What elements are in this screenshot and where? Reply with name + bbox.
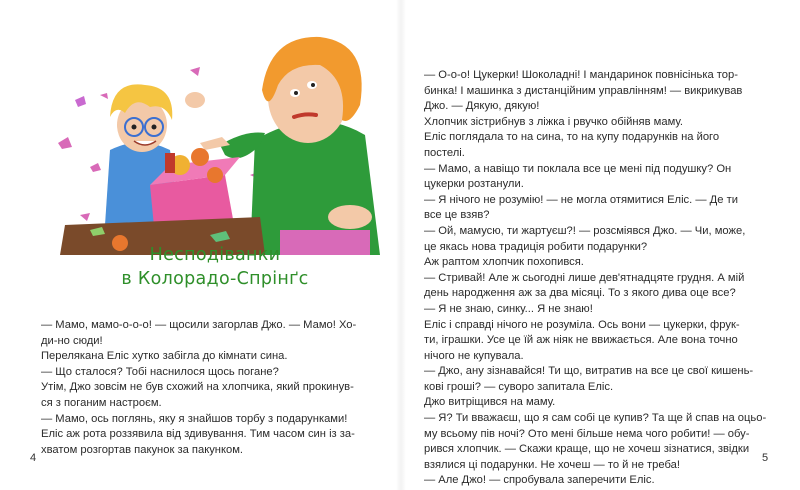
text-line: рився хлопчик. — Скажи краще, що не хочеш зізнатися, звідки — [424, 443, 750, 456]
text-line: Хлопчик зістрибнув з ліжка і рвучко обійняв маму. — [424, 115, 683, 128]
text-line: постелі. — [424, 146, 465, 159]
text-line: це якась нова традиція робити подарунки? — [424, 240, 648, 253]
left-page-text — [41, 318, 386, 458]
text-line: Джо. — Дякую, дякую! — [424, 100, 540, 113]
text-line: хватом розгортав пакунок за пакунком. — [41, 443, 244, 456]
chapter-title — [60, 243, 370, 291]
text-line: Еліс поглядала то на сина, то на купу подарунків на його — [424, 131, 720, 144]
text-line: ти, іграшки. Усе це їй аж ніяк не ввижається. Але вона точно — [424, 334, 738, 347]
text-line: — Мамо, мамо-о-о-о! — щосили загорлав Джо. — Мамо! Хо- — [41, 319, 357, 331]
text-line: — Мамо, ось поглянь, яку я знайшов торбу з подарунками! — [41, 412, 348, 425]
text-line: — Ой, мамусю, ти жартуєш?! — розсміявся Джо. — Чи, може, — [424, 224, 746, 237]
text-line: ся з поганим настроєм. — [41, 396, 162, 409]
page-number-right: 5 — [762, 452, 769, 464]
text-line: му всьому пів ночі? Ото мені більше нема чого робити! — обу- — [424, 427, 750, 440]
text-line: — Джо, ану зізнавайся! Ти що, витратив на все це свої кишень- — [424, 365, 754, 378]
text-line: — Мамо, а навіщо ти поклала все це мені під подушку? Он — [424, 162, 732, 175]
text-line: цукерки розтанули. — [424, 178, 524, 191]
text-line: — Стривай! Але ж сьогодні лише дев'ятнадцяте грудня. А мій — [424, 271, 745, 284]
page-number-left: 4 — [30, 452, 37, 464]
text-line: — Що сталося? Тобі наснилося щось погане? — [41, 365, 279, 378]
text-line: все це взяв? — [424, 209, 490, 222]
text-line: Джо витріщився на маму. — [424, 396, 556, 409]
text-line: взялися ці подарунки. Не хочеш — то й не треба! — [424, 458, 680, 471]
right-page-text — [424, 68, 769, 489]
text-line: кові гроші? — суворо запитала Еліс. — [424, 380, 614, 393]
text-line: Еліс аж рота роззявила від здивування. Тим часом син із за- — [41, 428, 355, 441]
chapter-illustration — [50, 25, 395, 255]
text-line: — Я нічого не розумію! — не могла отямитися Еліс. — Де ти — [424, 193, 738, 206]
text-line: — Я? Ти вважаєш, що я сам собі це купив? Та ще й спав на оцьо- — [424, 412, 767, 425]
text-line: Еліс і справді нічого не розуміла. Ось вони — цукерки, фрук- — [424, 318, 740, 331]
text-line: — О-о-о! Цукерки! Шоколадні! І мандаринок повнісінька тор- — [424, 69, 738, 81]
text-line: — Але Джо! — спробувала заперечити Еліс. — [424, 474, 655, 487]
text-line: ди-но сюди! — [41, 334, 103, 347]
page-spine — [396, 0, 406, 490]
chapter-title-line1: Несподіванки — [149, 245, 281, 265]
text-line: Перелякана Еліс хутко забігла до кімнати сина. — [41, 350, 288, 363]
text-line: — Я не знаю, синку... Я не знаю! — [424, 302, 593, 315]
chapter-title-line2: в Колорадо-Спрінґс — [121, 269, 309, 289]
text-line: нічого не купувала. — [424, 349, 524, 362]
text-line: Утім, Джо зовсім не був схожий на хлопчика, який прокинув- — [41, 381, 354, 394]
text-line: день народження аж за два місяці. То з якого дива оце все? — [424, 287, 736, 300]
text-line: Аж раптом хлопчик похопився. — [424, 256, 584, 269]
text-line: бинка! І машинка з дистанційним управлінням! — викрикував — [424, 84, 743, 97]
